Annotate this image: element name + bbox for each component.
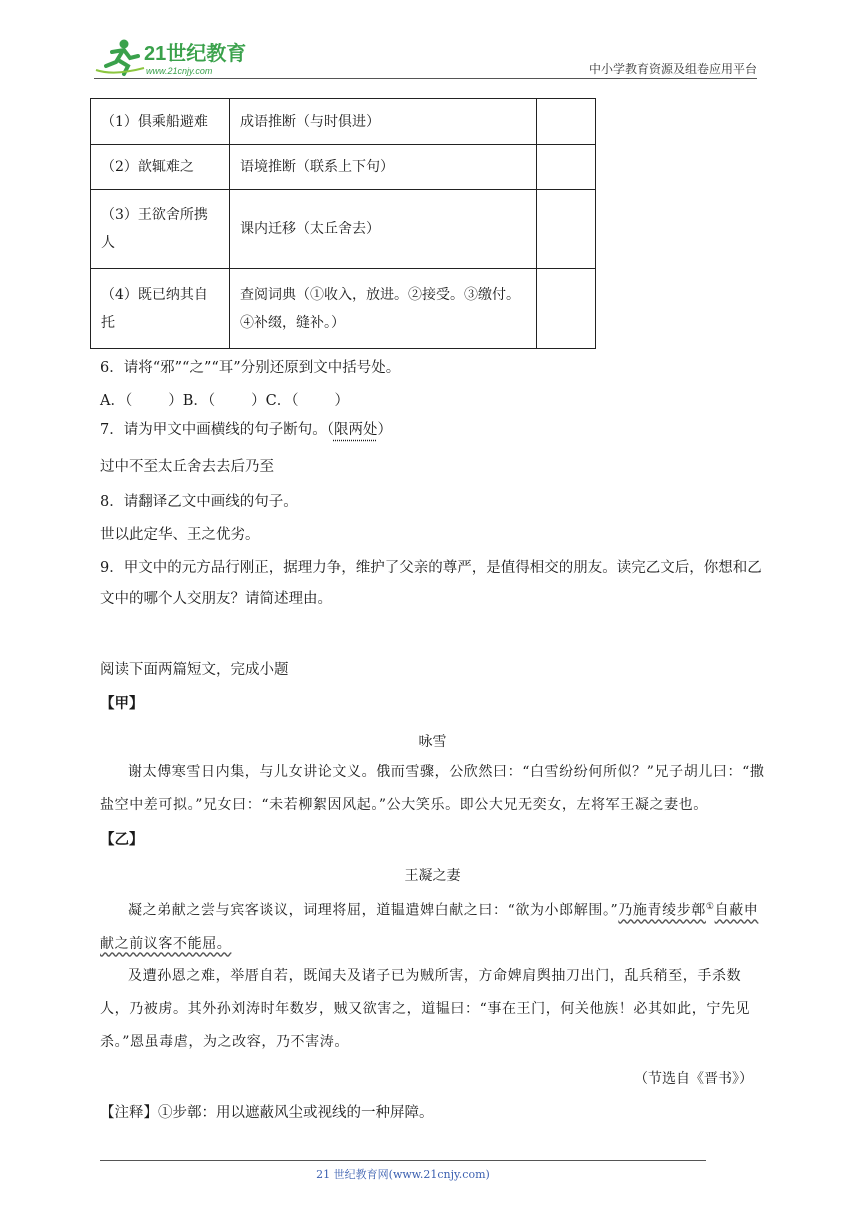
wavy-underline-sentence: 乃施青绫步鄣 bbox=[618, 902, 706, 919]
question-6-blanks: A．（ ）B．（ ）C．（ ） bbox=[100, 393, 349, 409]
table-row bbox=[91, 190, 596, 269]
question-9: 9．甲文中的元方品行刚正，据理力争，维护了父亲的尊严，是值得相交的朋友。读完乙文后，你想和乙文中的哪个人交朋友？请简述理由。 bbox=[100, 560, 762, 607]
section-label-yi: 【乙】 bbox=[100, 831, 144, 848]
table-cell-method: 查阅词典（①收入，放进。②接受。③缴付。④补缀，缝补。） bbox=[230, 269, 537, 349]
question-8-text: 世以此定华、王之优劣。 bbox=[100, 527, 260, 543]
section-label-jia: 【甲】 bbox=[100, 695, 144, 712]
platform-name: 中小学教育资源及组卷应用平台 bbox=[588, 62, 757, 76]
poem-title-jia: 咏雪 bbox=[418, 734, 447, 750]
poem-title-yi: 王凝之妻 bbox=[404, 868, 461, 884]
word-analysis-table bbox=[90, 98, 596, 349]
table-cell-method: 成语推断（与时俱进） bbox=[230, 99, 537, 145]
table-cell-answer[interactable] bbox=[537, 145, 596, 190]
logo-runner-icon bbox=[94, 36, 264, 78]
footnote-marker: ① bbox=[705, 902, 715, 912]
reading-intro: 阅读下面两篇短文，完成小题 bbox=[100, 662, 289, 678]
question-7-text: 过中不至太丘舍去去后乃至 bbox=[100, 459, 274, 475]
table-cell-answer[interactable] bbox=[537, 269, 596, 349]
annotation-note: 【注释】①步鄣：用以遮蔽风尘或视线的一种屏障。 bbox=[100, 1105, 434, 1121]
source-citation: （节选自《晋书》） bbox=[634, 1071, 753, 1087]
passage-jia: 谢太傅寒雪日内集，与儿女讲论文义。俄而雪骤，公欣然曰：“白雪纷纷何所似？”兄子胡儿曰：“撒盐空中差可拟。”兄女曰：“未若柳絮因风起。”公大笑乐。即公大兄无奕女，左将军王凝之妻也。 bbox=[100, 764, 765, 813]
table-cell-method: 语境推断（联系上下句） bbox=[230, 145, 537, 190]
table-cell-word: （2）歆辄难之 bbox=[91, 145, 230, 190]
question-8: 8．请翻译乙文中画线的句子。 bbox=[100, 494, 298, 510]
table-cell-word: （1）俱乘船避难 bbox=[91, 99, 230, 145]
passage-yi-p1: 凝之弟献之尝与宾客谈议，词理将屈，道韫遣婢白献之曰：“欲为小郎解围。”乃施青绫步鄣①自蔽申献之前议客不能屈。 bbox=[100, 902, 759, 952]
table-row bbox=[91, 99, 596, 145]
table-cell-answer[interactable] bbox=[537, 190, 596, 269]
logo-url: www.21cnjy.com bbox=[146, 66, 213, 76]
site-logo bbox=[94, 36, 264, 78]
passage-yi-p2: 及遭孙恩之难，举厝自若，既闻夫及诸子已为贼所害，方命婢肩舆抽刀出门，乱兵稍至，手杀数人，乃被虏。其外孙刘涛时年数岁，贼又欲害之，道韫曰：“事在王门，何关他族！必其如此，宁先见杀。”恩虽毒虐，为之改容，乃不害涛。 bbox=[100, 968, 751, 1050]
table-cell-answer[interactable] bbox=[537, 99, 596, 145]
table-cell-word: （3）王欲舍所携人 bbox=[91, 190, 230, 269]
logo-text: 21世纪教育 bbox=[144, 43, 247, 65]
question-6: 6．请将“邪”“之”“耳”分别还原到文中括号处。 bbox=[100, 360, 401, 376]
table-row bbox=[91, 145, 596, 190]
question-7: 7．请为甲文中画横线的句子断句。（限两处） bbox=[100, 422, 392, 438]
emphasis-limit: 限两处 bbox=[333, 422, 378, 438]
table-cell-method: 课内迁移（太丘舍去） bbox=[230, 190, 537, 269]
table-cell-word: （4）既已纳其自托 bbox=[91, 269, 230, 349]
footer-divider bbox=[100, 1160, 706, 1161]
footer-site-link[interactable]: 21 世纪教育网(www.21cnjy.com) bbox=[316, 1168, 490, 1181]
table-row bbox=[91, 269, 596, 349]
header-divider bbox=[94, 78, 757, 79]
